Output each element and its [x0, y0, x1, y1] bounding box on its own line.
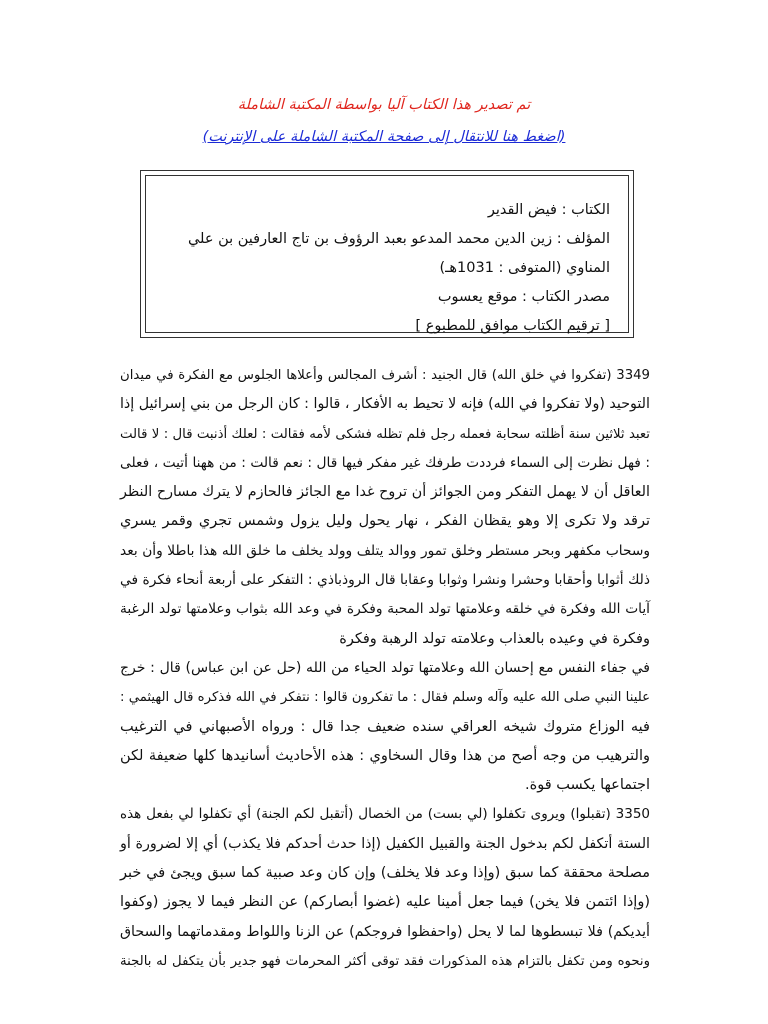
text-line: 3349 (تفكروا في خلق الله) قال الجنيد : أشرف المجالس وأعلاها الجلوس مع الفكرة في ميدان — [120, 368, 650, 383]
text-line: تعبد ثلاثين سنة أظلته سحابة فعمله رجل فلم تظله فشكى لأمه فقالت : لعلك أذنبت قال : لا قالت — [120, 426, 650, 442]
online-library-link[interactable]: (اضغط هنا للانتقال إلى صفحة المكتبة الشاملة على الإنترنت) — [202, 129, 566, 145]
book-info-box — [140, 170, 634, 338]
text-line: 3350 (تقبلوا) ويروى تكفلوا (لي بست) من الخصال (أتقبل لكم الجنة) أي تكفلوا لي بفعل هذه — [120, 806, 650, 823]
text-line: : فهل نظرت إلى السماء فرددت طرفك غير مفكر فيها قال : نعم قالت : من ههنا أتيت ، فعلى — [120, 454, 650, 471]
text-line: وفكرة في وعيده بالعذاب وعلامته تولد الرهبة وفكرة — [339, 630, 650, 647]
text-line: علينا النبي صلى الله عليه وآله وسلم فقال : ما تفكرون قالوا : نتفكر في الله فذكره قال الهيثمي : — [120, 690, 650, 706]
text-line: أيديكم) فلا تبسطوها لما لا يحل (واحفظوا فروجكم) عن الزنا واللواط ومقدماتهما والسحاق — [120, 923, 650, 940]
book-source-line: مصدر الكتاب : موقع يعسوب — [437, 289, 610, 305]
text-line: وسحاب مكفهر وبحر مستطر وخلق تمور ووالد يتلف وولد يخلف ما خلق الله هذا باطلا وأن بعد — [120, 542, 650, 559]
text-line: فيه الوزاع متروك شيخه العراقي سنده ضعيف جدا قال : ورواه الأصبهاني في الترغيب — [120, 718, 650, 735]
book-author-death-line: المناوي (المتوفى : 1031هـ) — [439, 260, 610, 276]
text-line: (وإذا ائتمن فلا يخن) فيما جعل أمينا عليه (غضوا أبصاركم) عن النظر فيما لا يجوز (وكفوا — [120, 894, 650, 911]
book-title-line: الكتاب : فيض القدير — [487, 202, 610, 218]
text-line: ترقد ولا تكرى إلا وهو يقظان الفكر ، نهار يحول وليل يزول وشمس تجري وقمر يسري — [120, 513, 650, 530]
text-line: ونحوه ومن تكفل بالتزام هذه المذكورات فقد توقى أكثر المحرمات فهو جدير بأن يتكفل له بالجنة — [120, 953, 650, 969]
main-text — [120, 361, 650, 976]
text-line: ذلك أثوابا وأحقابا وحشرا ونشرا وثوابا وعقابا قال الروذباذي : التفكر على أربعة أنحاء فكرة في — [120, 572, 650, 589]
book-author-line: المؤلف : زين الدين محمد المدعو بعبد الرؤوف بن تاج العارفين بن علي — [187, 231, 610, 247]
text-line: في جفاء النفس مع إحسان الله وعلامتها تولد الحياء من الله (حل عن ابن عباس) قال : خرج — [120, 659, 650, 676]
text-line: والترهيب من وجه أصح من هذا وقال السخاوي : هذه الأحاديث أسانيدها كلها ضعيفة لكن — [120, 747, 650, 764]
text-line: آيات الله وفكرة في خلقه وعلامتها تولد المحبة وفكرة في وعد الله بثواب وعلامتها تولد الرغبة — [120, 601, 650, 618]
book-numbering-line: [ ترقيم الكتاب موافق للمطبوع ] — [415, 318, 610, 334]
text-line: مصلحة محققة كما سبق (وإذا وعد فلا يخلف) وإن كان وعد صبية كما سبق ويجئ في خبر — [120, 865, 650, 882]
book-info-inner — [145, 175, 629, 333]
text-line: اجتماعها يكسب قوة. — [525, 777, 650, 794]
text-line: التوحيد (ولا تفكروا في الله) فإنه لا تحيط به الأفكار ، قالوا : كان الرجل من بني إسرائيل إذا — [119, 396, 650, 413]
text-line: الستة أتكفل لكم بدخول الجنة والقبيل الكفيل (إذا حدث أحدكم فلا يكذب) أي إلا لضرورة أو — [120, 835, 650, 852]
export-notice: تم تصدير هذا الكتاب آليا بواسطة المكتبة الشاملة — [237, 97, 531, 113]
text-line: العاقل أن لا يهمل التفكر ومن الجوائز أن تروح غدا مع الجائز فالحازم لا يترك مسارح النظر — [120, 484, 650, 501]
